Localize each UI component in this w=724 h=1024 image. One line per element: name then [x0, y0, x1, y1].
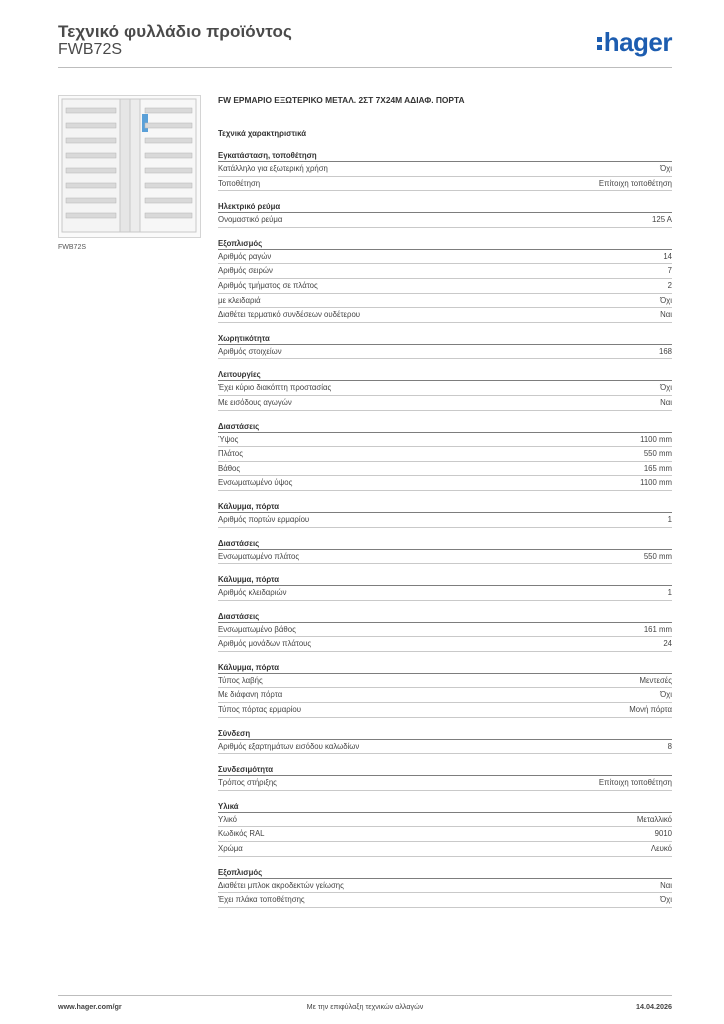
spec-row [218, 381, 672, 396]
spec-row [218, 345, 672, 360]
din-rail [66, 183, 116, 188]
spec-row [218, 879, 672, 894]
spec-row [218, 513, 672, 528]
spec-value: 1100 mm [640, 478, 672, 488]
spec-value: 161 mm [643, 624, 672, 634]
spec-value: 7 [667, 266, 672, 276]
spec-row [218, 476, 672, 491]
section-title: Εξοπλισμός [218, 238, 672, 250]
spec-value: 9010 [654, 829, 672, 839]
spec-value: Επίτοιχη τοποθέτηση [598, 778, 672, 788]
spec-label: Χρώμα [218, 844, 243, 854]
spec-row [218, 688, 672, 703]
spec-label: Κατάλληλο για εξωτερική χρήση [218, 164, 328, 173]
footer-date: 14.04.2026 [636, 1002, 672, 1011]
din-rail [66, 153, 116, 158]
din-rail [145, 108, 192, 113]
spec-label: Αριθμός κλειδαριών [218, 588, 287, 598]
logo-colon-icon [597, 37, 602, 50]
spec-row [218, 637, 672, 652]
page-header [58, 20, 672, 68]
spec-section [218, 238, 672, 323]
spec-section [218, 421, 672, 491]
spec-label: Αριθμός πορτών ερμαρίου [218, 514, 310, 524]
spec-row [218, 776, 672, 791]
spec-value: Όχι [660, 690, 672, 700]
spec-row [218, 827, 672, 842]
spec-row [218, 308, 672, 323]
spec-section [218, 150, 672, 191]
din-rail [66, 198, 116, 203]
spec-label: Με εισόδους αγωγών [218, 397, 292, 407]
spec-label: Αριθμός μονάδων πλάτους [218, 639, 312, 649]
spec-value: Όχι [660, 895, 672, 905]
spec-row [218, 813, 672, 828]
section-title: Εξοπλισμός [218, 867, 672, 879]
spec-label: Τύπος πόρτας ερμαρίου [218, 705, 301, 715]
spec-value: 550 mm [643, 551, 672, 561]
spec-row [218, 294, 672, 309]
spec-value: Ναι [660, 397, 672, 407]
din-rail [66, 123, 116, 128]
spec-row [218, 893, 672, 908]
spec-row [218, 213, 672, 228]
spec-label: Διαθέτει τερματικό συνδέσεων ουδέτερου [218, 310, 361, 320]
hager-logo [597, 29, 672, 55]
spec-label: Τρόπος στήριξης [218, 778, 277, 788]
spec-label: Ενσωματωμένο πλάτος [218, 551, 300, 561]
spec-value: Όχι [660, 164, 672, 173]
spec-section [218, 801, 672, 857]
product-code: FWB72S [58, 41, 123, 58]
din-rail [66, 168, 116, 173]
spec-row [218, 674, 672, 689]
section-title: Διαστάσεις [218, 421, 672, 433]
din-rail [145, 198, 192, 203]
product-title: FW ΕΡΜΑΡΙΟ ΕΞΩΤΕΡΙΚΟ ΜΕΤΑΛ. 2ΣΤ 7Χ24Μ ΑΔΙΑΦ. ΠΟΡΤΑ [218, 95, 465, 105]
spec-section [218, 369, 672, 410]
spec-value: 1 [667, 514, 672, 524]
spec-value: Ναι [660, 310, 672, 320]
section-title: Διαστάσεις [218, 538, 672, 550]
din-rail [66, 138, 116, 143]
din-rail [145, 183, 192, 188]
product-image [58, 95, 201, 238]
spec-value: Λευκό [650, 844, 672, 854]
section-title: Εγκατάσταση, τοποθέτηση [218, 150, 672, 162]
spec-section [218, 333, 672, 360]
din-rail [66, 108, 116, 113]
spec-label: Έχει κύριο διακόπτη προστασίας [218, 383, 332, 393]
image-caption: FWB72S [58, 244, 87, 251]
spec-label: Αριθμός στοιχείων [218, 346, 282, 356]
spec-row [218, 447, 672, 462]
spec-value: 550 mm [643, 449, 672, 459]
spec-value: Ναι [660, 880, 672, 890]
spec-value: Επίτοιχη τοποθέτηση [598, 178, 672, 188]
section-title: Κάλυμμα, πόρτα [218, 574, 672, 586]
spec-row [218, 177, 672, 192]
spec-label: Με διάφανη πόρτα [218, 690, 283, 700]
spec-value: 24 [663, 639, 672, 649]
section-title: Λειτουργίες [218, 369, 672, 381]
spec-label: Κωδικός RAL [218, 829, 265, 839]
spec-label: Ενσωματωμένο βάθος [218, 624, 296, 634]
spec-row [218, 396, 672, 411]
spec-value: Όχι [660, 295, 672, 305]
spec-value: Μεντεσές [639, 675, 672, 685]
spec-label: Βάθος [218, 463, 241, 473]
spec-section [218, 574, 672, 601]
section-title: Υλικά [218, 801, 672, 813]
spec-section [218, 538, 672, 565]
page-footer [58, 995, 672, 1013]
section-title: Κάλυμμα, πόρτα [218, 501, 672, 513]
spec-value: 2 [667, 280, 672, 290]
spec-label: Ονομαστικό ρεύμα [218, 215, 283, 225]
document-title: Τεχνικό φυλλάδιο προϊόντος [58, 22, 292, 41]
spec-value: 165 mm [643, 463, 672, 473]
section-title: Ηλεκτρικό ρεύμα [218, 201, 672, 213]
spec-row [218, 462, 672, 477]
section-title: Χωρητικότητα [218, 333, 672, 345]
spec-value: 1100 mm [640, 434, 672, 444]
logo-text: hager [603, 27, 672, 57]
spec-value: Μεταλλικό [636, 814, 672, 824]
spec-row [218, 586, 672, 601]
spec-label: με κλειδαριά [218, 295, 261, 305]
spec-section [218, 662, 672, 718]
spec-row [218, 162, 672, 177]
section-title: Συνδεσιμότητα [218, 764, 672, 776]
spec-row [218, 264, 672, 279]
footer-website: www.hager.com/gr [58, 1002, 122, 1011]
din-rail [145, 153, 192, 158]
spec-section [218, 501, 672, 528]
spec-label: Πλάτος [218, 449, 243, 459]
din-rail [145, 123, 192, 128]
spec-label: Έχει πλάκα τοποθέτησης [218, 895, 305, 905]
spec-section [218, 867, 672, 908]
din-rail [145, 213, 192, 218]
spec-row [218, 433, 672, 448]
din-rail [145, 138, 192, 143]
spec-value: 125 A [652, 215, 672, 225]
spec-label: Ενσωματωμένο ύψος [218, 478, 293, 488]
spec-content [218, 93, 672, 908]
spec-label: Υλικό [218, 814, 237, 824]
spec-value: Μονή πόρτα [629, 705, 672, 715]
spec-row [218, 250, 672, 265]
section-title: Διαστάσεις [218, 611, 672, 623]
spec-value: 8 [667, 741, 672, 751]
spec-row [218, 623, 672, 638]
spec-label: Αριθμός ραγών [218, 251, 272, 261]
spec-sections [218, 150, 672, 908]
spec-section [218, 611, 672, 652]
spec-section [218, 728, 672, 755]
footer-disclaimer: Με την επιφύλαξη τεχνικών αλλαγών [306, 1002, 424, 1011]
spec-label: Αριθμός τμήματος σε πλάτος [218, 280, 318, 290]
spec-heading: Τεχνικά χαρακτηριστικά [218, 129, 306, 138]
spec-row [218, 842, 672, 857]
spec-value: 1 [667, 588, 672, 598]
spec-row [218, 550, 672, 565]
spec-label: Τύπος λαβής [218, 675, 263, 685]
section-title: Κάλυμμα, πόρτα [218, 662, 672, 674]
spec-value: Όχι [660, 383, 672, 393]
spec-label: Αριθμός εξαρτημάτων εισόδου καλωδίων [218, 741, 360, 751]
spec-value: 14 [663, 251, 672, 261]
spec-value: 168 [658, 346, 672, 356]
section-title: Σύνδεση [218, 728, 672, 740]
spec-row [218, 740, 672, 755]
spec-row [218, 279, 672, 294]
cabinet-illustration [59, 96, 200, 237]
spec-section [218, 764, 672, 791]
spec-label: Διαθέτει μπλοκ ακροδεκτών γείωσης [218, 880, 344, 890]
spec-label: Τοποθέτηση [218, 178, 261, 188]
spec-label: Ύψος [218, 434, 239, 444]
din-rail [145, 168, 192, 173]
din-rail [66, 213, 116, 218]
spec-row [218, 703, 672, 718]
spec-section [218, 201, 672, 228]
spec-label: Αριθμός σειρών [218, 266, 273, 276]
